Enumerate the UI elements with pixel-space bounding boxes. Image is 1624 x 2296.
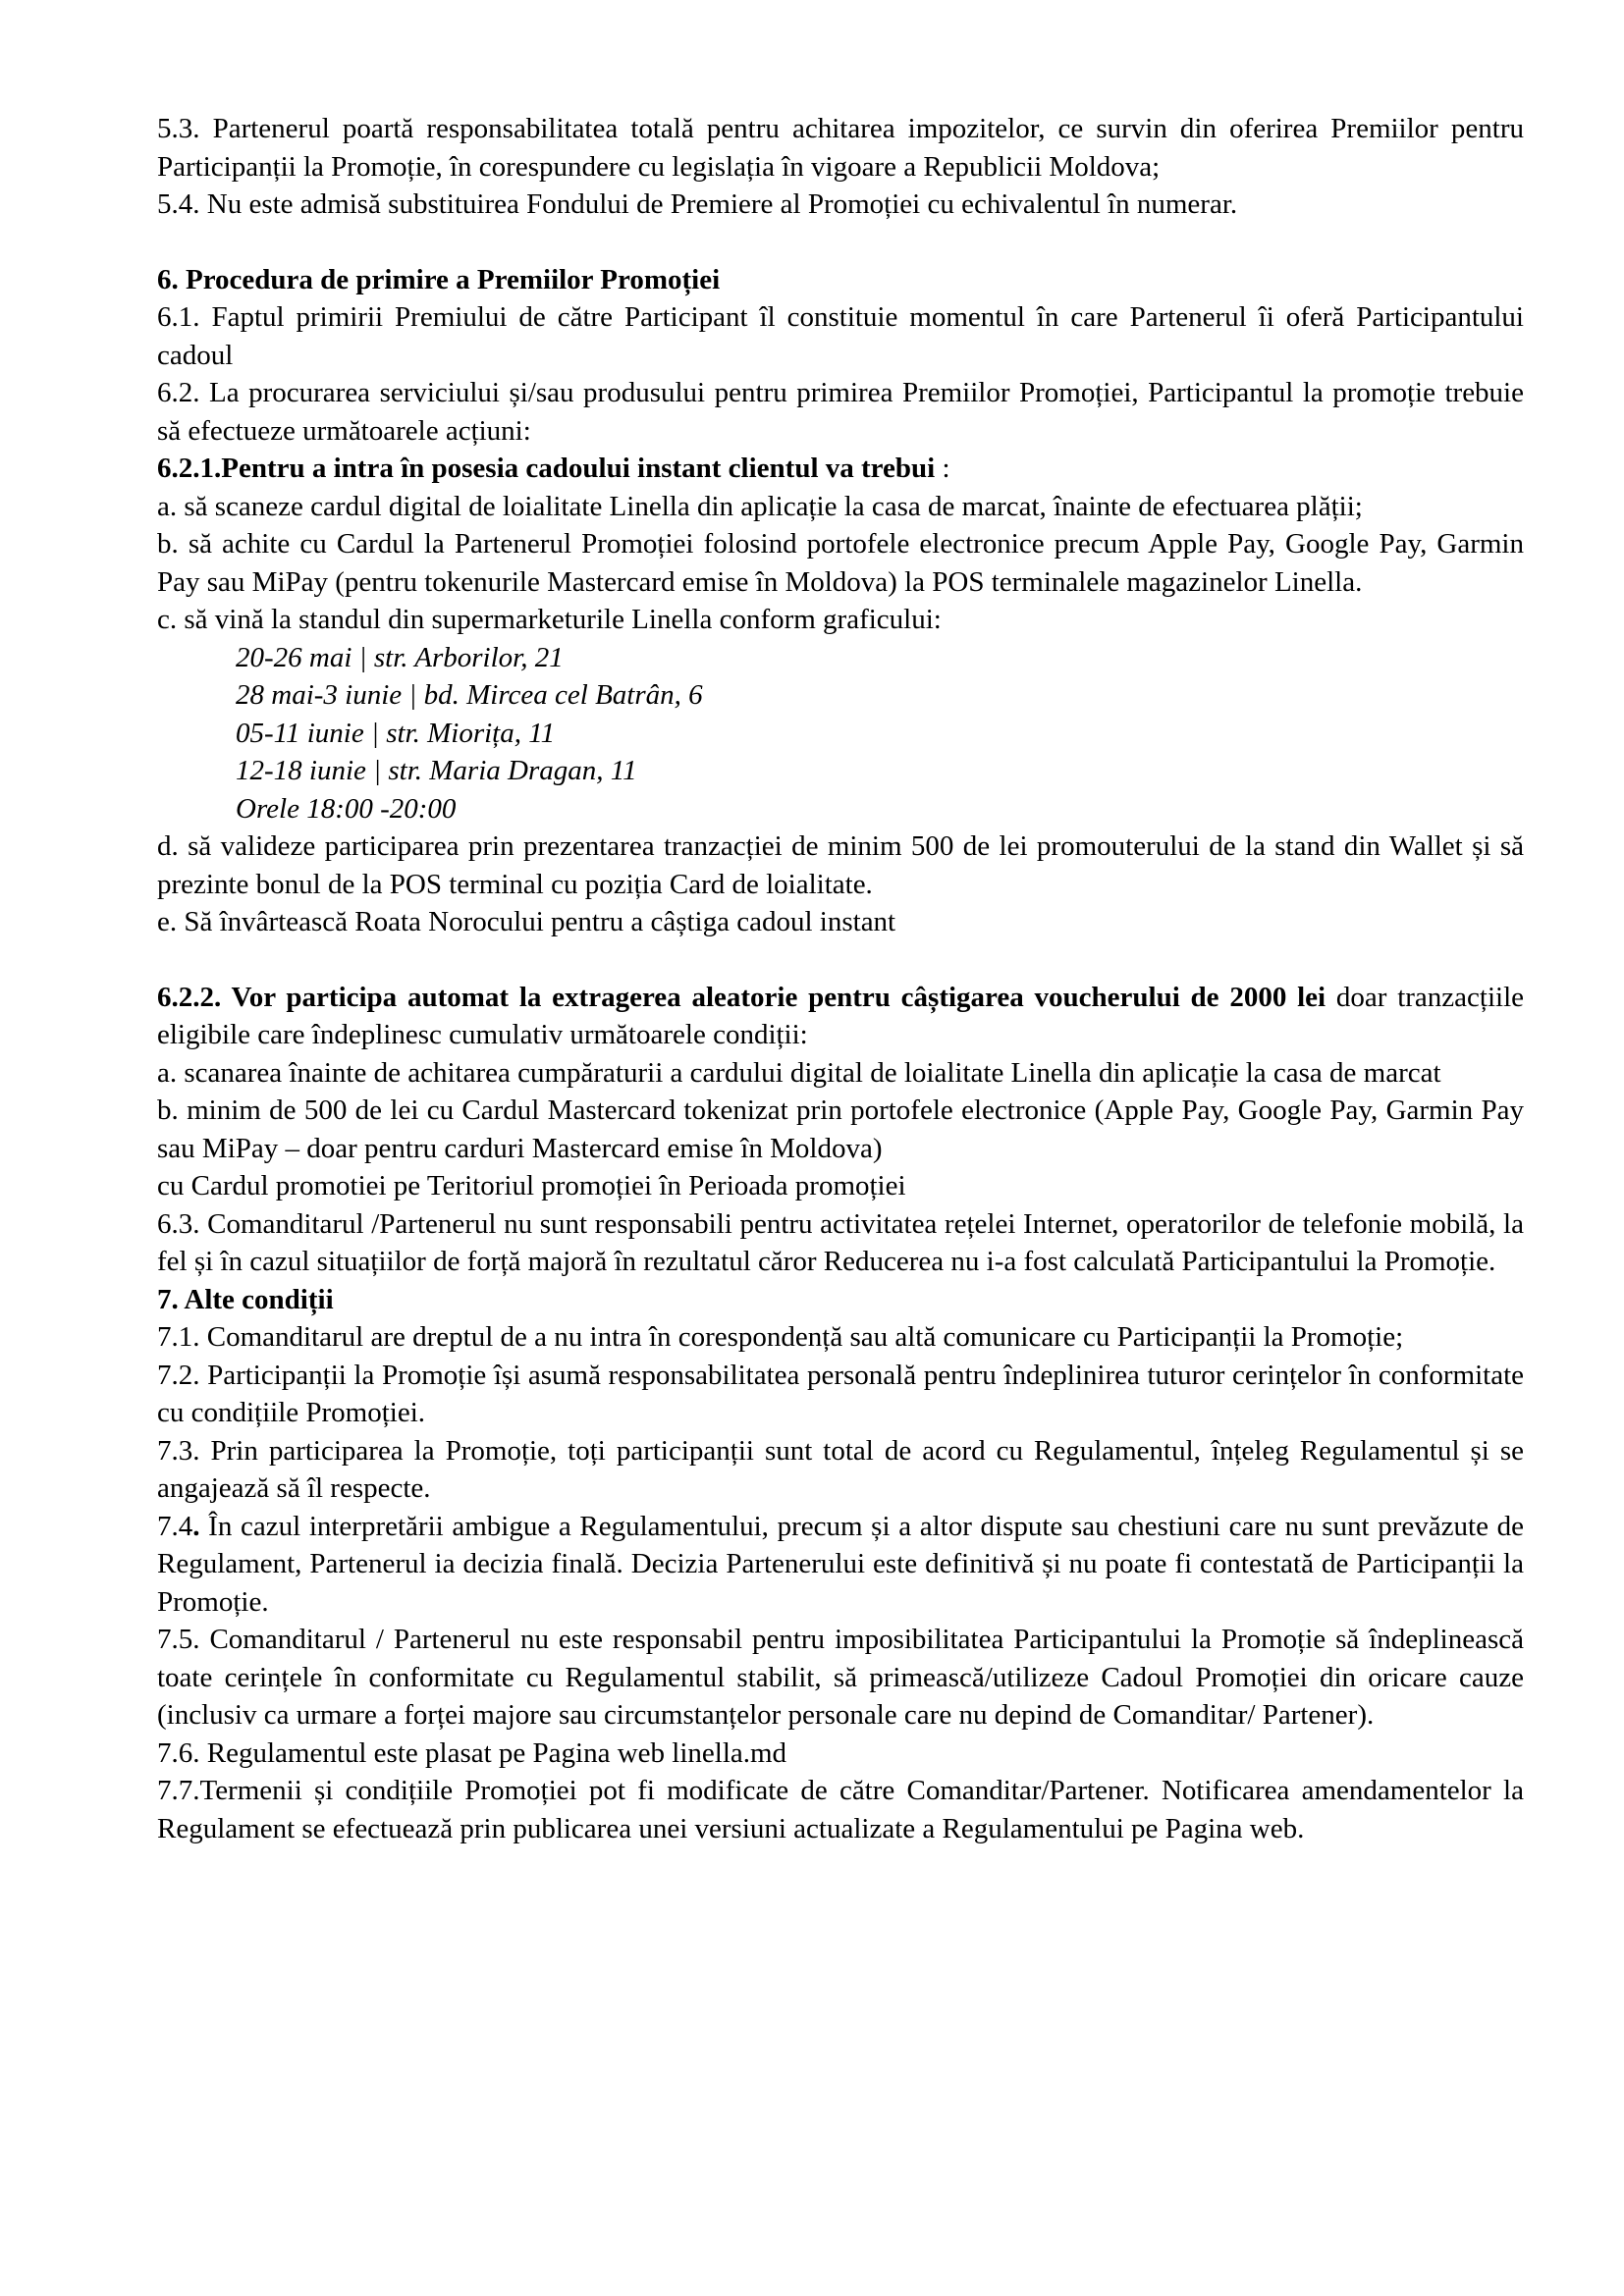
- paragraph-6-2-1-bold: 6.2.1.Pentru a intra în posesia cadoului instant clientul va trebui: [157, 453, 936, 484]
- section-6-heading: 6. Procedura de primire a Premiilor Promoției: [157, 263, 721, 295]
- spacer: [157, 224, 1524, 261]
- paragraph-7-4-text: În cazul interpretării ambigue a Regulamentului, precum și a altor dispute sau chestiuni care nu sunt prevăzute de Regulament, Partenerul ia decizia finală. Decizia Partenerului este definitivă și nu poate fi contestată de Participanții la Promoție.: [157, 1510, 1524, 1618]
- item-6-2-1-a: a. să scaneze cardul digital de loialitate Linella din aplicație la casa de marcat, înainte de efectuarea plății;: [157, 490, 1363, 522]
- schedule-line: 12-18 iunie | str. Maria Dragan, 11: [236, 755, 637, 786]
- paragraph-6-2-1-tail: :: [935, 453, 950, 484]
- item-6-2-2-a: a. scanarea înainte de achitarea cumpăraturii a cardului digital de loialitate Linella din aplicație la casa de marcat: [157, 1056, 1441, 1089]
- schedule-line: 28 mai-3 iunie | bd. Mircea cel Batrân, 6: [236, 679, 703, 711]
- paragraph-7-2: 7.2. Participanții la Promoție își asumă responsabilitatea personală pentru îndeplinirea tuturor cerințelor în conformitate cu condițiile Promoției.: [157, 1359, 1524, 1428]
- section-7-heading: 7. Alte condiții: [157, 1283, 334, 1315]
- paragraph-6-3: 6.3. Comanditarul /Partenerul nu sunt responsabili pentru activitatea rețelei Internet, operatorilor de telefonie mobilă, la fel și în cazul situațiilor de forță majoră în rezultatul căror Reducerea nu i-a fost calculată Participantului la Promoție.: [157, 1207, 1524, 1277]
- paragraph-6-2-2: [157, 979, 1524, 1054]
- paragraph-7-6: 7.6. Regulamentul este plasat pe Pagina web linella.md: [157, 1736, 787, 1769]
- spacer: [157, 941, 1524, 979]
- schedule-hours: Orele 18:00 -20:00: [236, 792, 457, 825]
- paragraph-6-2-2-bold: 6.2.2. Vor participa automat la extragerea aleatorie pentru câștigarea voucherului de 2000 lei: [157, 981, 1326, 1013]
- schedule-line: 05-11 iunie | str. Miorița, 11: [236, 717, 556, 749]
- paragraph-5-3: 5.3. Partenerul poartă responsabilitatea totală pentru achitarea impozitelor, ce survin din oferirea Premiilor pentru Participanții la Promoție, în corespundere cu legislația în vigoare a Republicii Moldova;: [157, 113, 1524, 183]
- item-6-2-1-b: b. să achite cu Cardul la Partenerul Promoției folosind portofele electronice precum Apple Pay, Google Pay, Garmin Pay sau MiPay (pentru tokenurile Mastercard emise în Moldova) la POS terminalele magazinelor Linella.: [157, 528, 1524, 598]
- paragraph-7-4-number: 7.4: [157, 1510, 193, 1542]
- paragraph-7-5: 7.5. Comanditarul / Partenerul nu este responsabil pentru imposibilitatea Participantului la Promoție să îndeplinească toate cerințele în conformitate cu Regulamentul stabilit, să primească/utilizeze Cadoul Promoției din oricare cauze (inclusiv ca urmare a forței majore sau circumstanțelor personale care nu depind de Comanditar/ Partener).: [157, 1624, 1524, 1731]
- paragraph-7-7: 7.7.Termenii și condițiile Promoției pot fi modificate de către Comanditar/Partener. Notificarea amendamentelor la Regulament se efectuează prin publicarea unei versiuni actualizate a Regulamentului pe Pagina web.: [157, 1775, 1524, 1844]
- paragraph-6-1: 6.1. Faptul primirii Premiului de către Participant îl constituie momentul în care Partenerul îi oferă Participantului cadoul: [157, 301, 1524, 371]
- item-6-2-1-c: c. să vină la standul din supermarketurile Linella conform graficului:: [157, 604, 942, 635]
- item-6-2-1-d: d. să valideze participarea prin prezentarea tranzacției de minim 500 de lei promouterului de la stand din Wallet și să prezinte bonul de la POS terminal cu poziția Card de loialitate.: [157, 830, 1524, 900]
- paragraph-6-2-1: [157, 450, 1524, 488]
- paragraph-6-2-2-tail: doar tranzacțiile eligibile care îndeplinesc cumulativ următoarele condiții:: [157, 981, 1524, 1050]
- document-body: [157, 110, 1524, 1847]
- paragraph-7-1: 7.1. Comanditarul are dreptul de a nu intra în corespondență sau altă comunicare cu Participanții la Promoție;: [157, 1321, 1404, 1353]
- schedule-line: 20-26 mai | str. Arborilor, 21: [236, 641, 564, 673]
- item-6-2-2-b: b. minim de 500 de lei cu Cardul Mastercard tokenizat prin portofele electronice (Apple Pay, Google Pay, Garmin Pay sau MiPay – doar pentru carduri Mastercard emise în Moldova): [157, 1095, 1524, 1164]
- paragraph-7-4-dot: .: [192, 1510, 200, 1542]
- paragraph-6-2: 6.2. La procurarea serviciului și/sau produsului pentru primirea Premiilor Promoției, Participantul la promoție trebuie să efectueze următoarele acțiuni:: [157, 377, 1524, 447]
- paragraph-7-4: [157, 1508, 1524, 1622]
- paragraph-7-3: 7.3. Prin participarea la Promoție, toți participanții sunt total de acord cu Regulamentul, înțeleg Regulamentul și se angajează să îl respecte.: [157, 1434, 1524, 1504]
- item-6-2-2-c: cu Cardul promotiei pe Teritoriul promoției în Perioada promoției: [157, 1170, 906, 1201]
- item-6-2-1-e: e. Să învârtească Roata Norocului pentru a câștiga cadoul instant: [157, 906, 896, 937]
- paragraph-5-4: 5.4. Nu este admisă substituirea Fondului de Premiere al Promoției cu echivalentul în numerar.: [157, 188, 1238, 220]
